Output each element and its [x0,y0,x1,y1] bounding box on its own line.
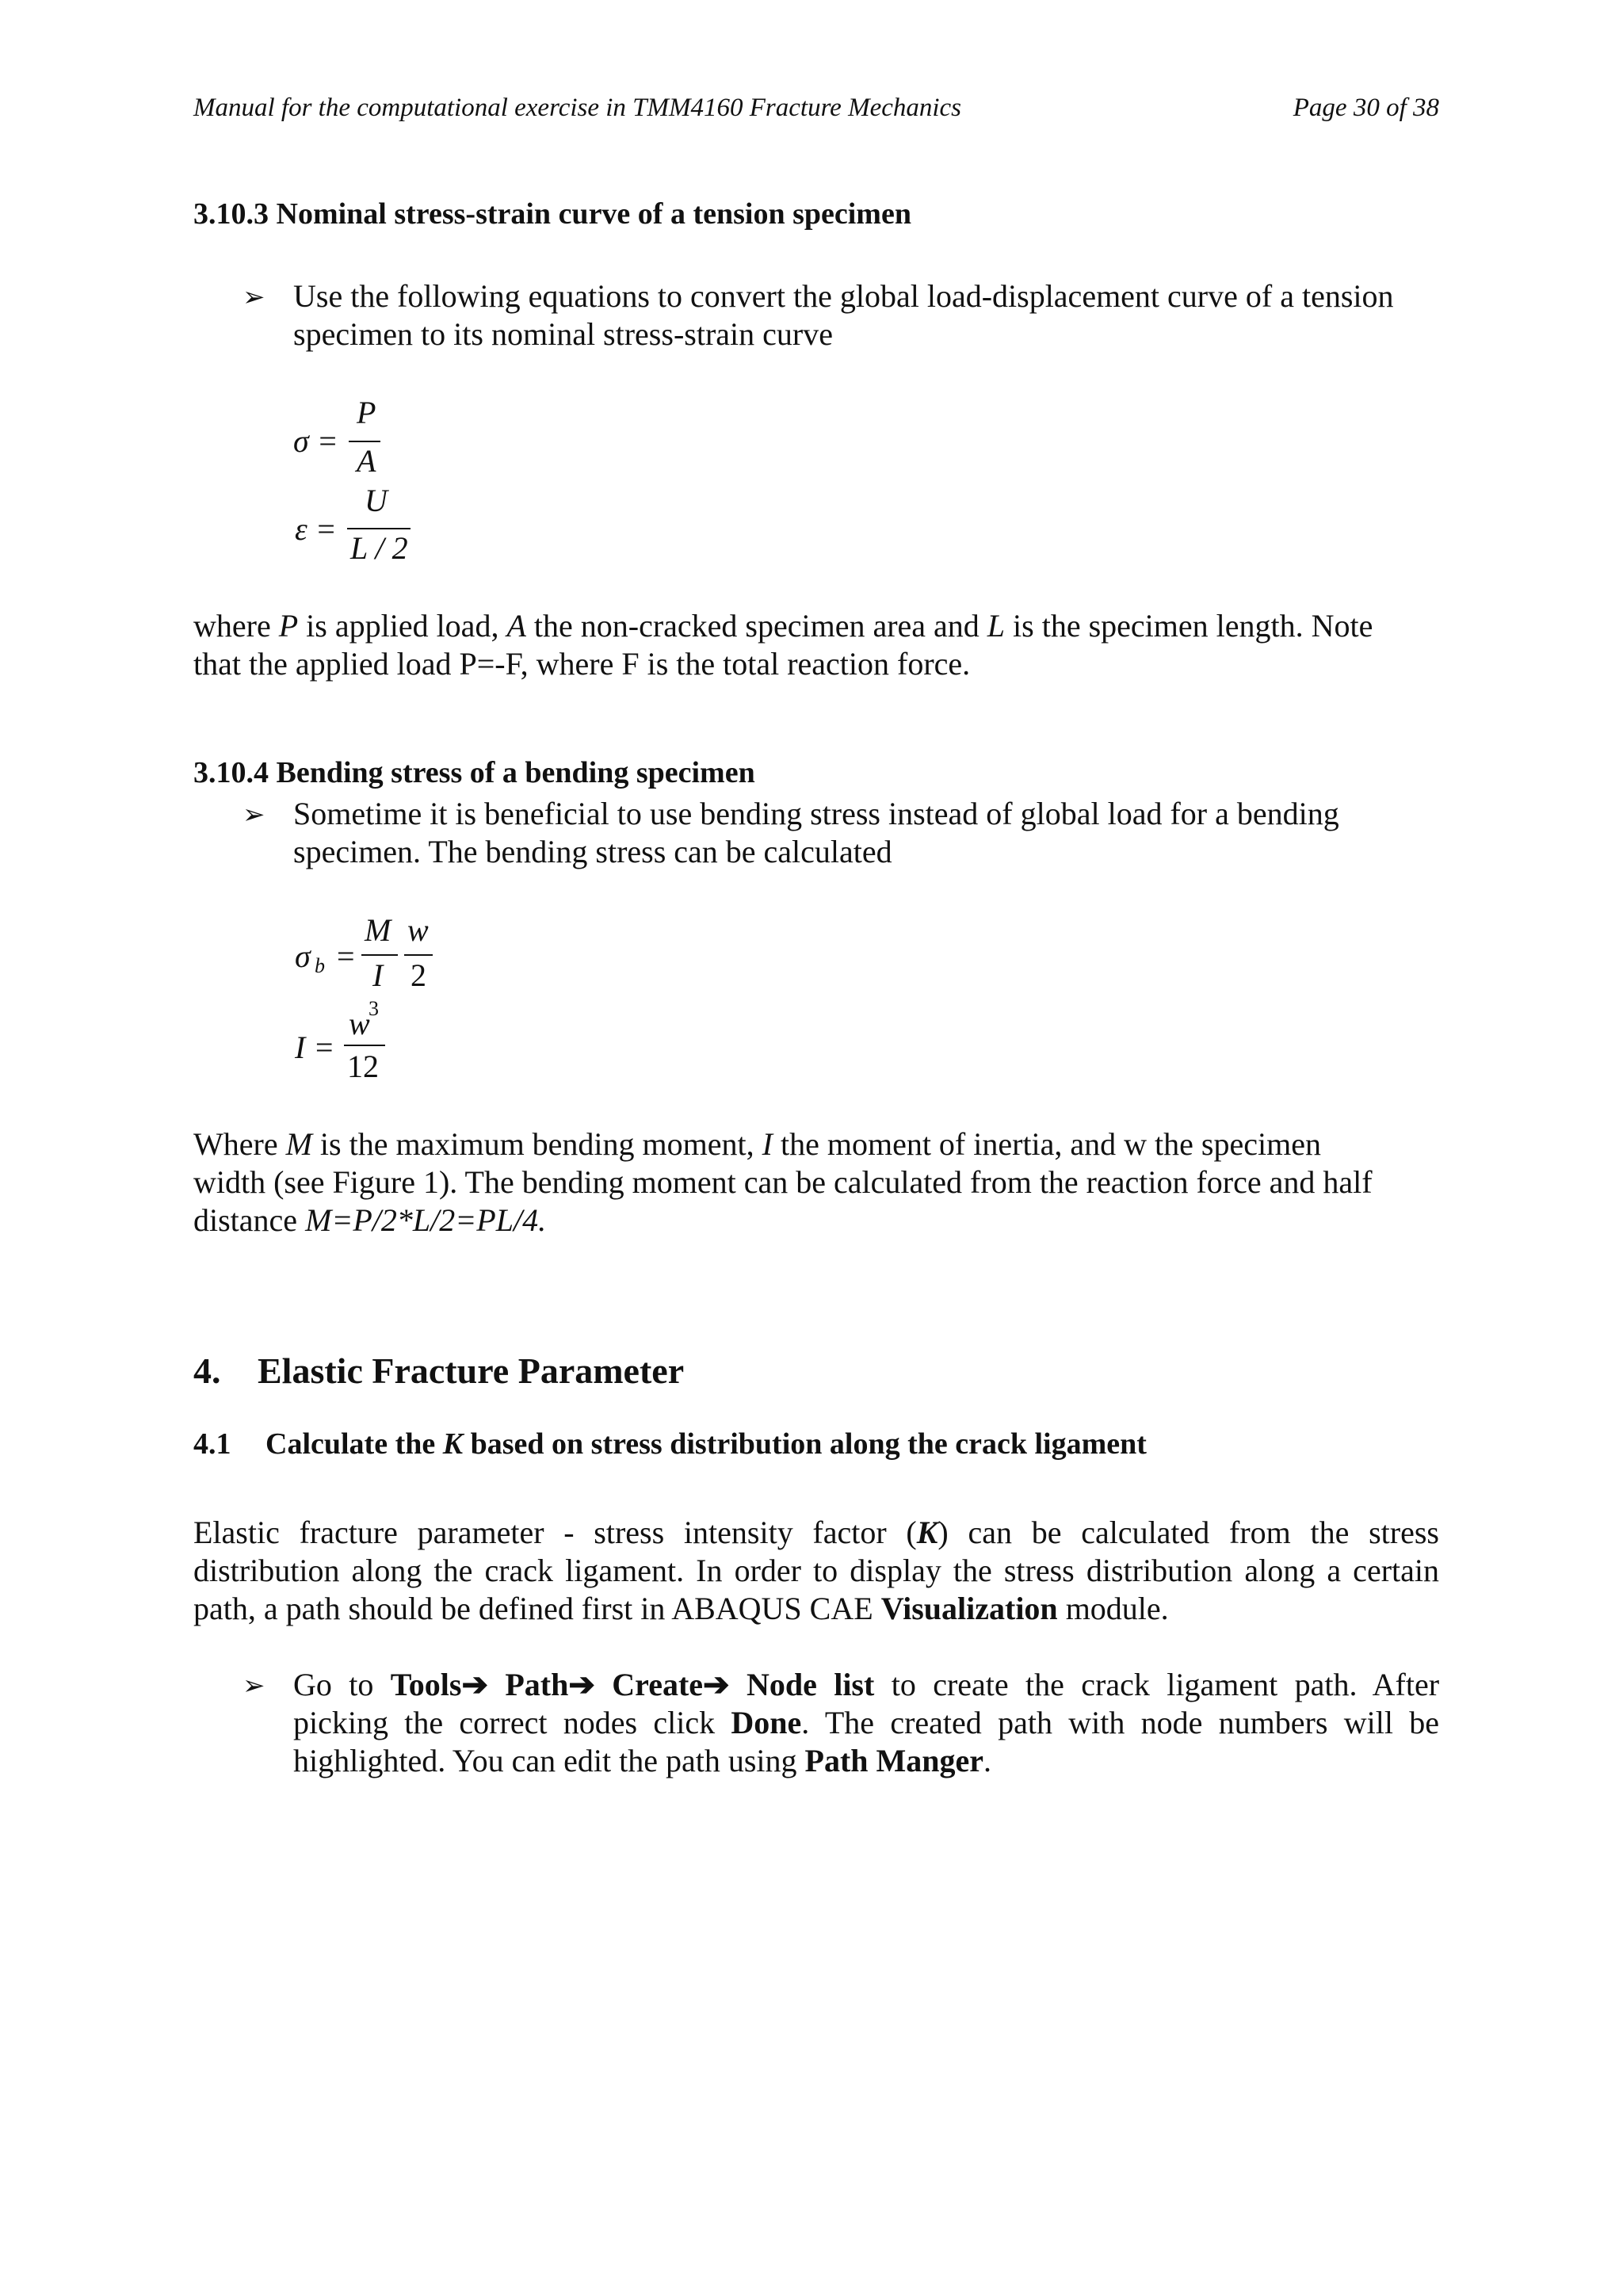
equation-w-cubed-base: w [349,1006,370,1041]
bullet-text-line: specimen to its nominal stress-strain curve [293,316,833,352]
header-title: Manual for the computational exercise in TMM4160 Fracture Mechanics [193,94,962,122]
equation-w-cubed-exponent: 3 [369,997,379,1020]
equation-sigma-b-subscript: b [315,954,325,977]
equation-two-denominator: 2 [411,957,426,993]
bullet-arrow-icon: ➢ [242,1671,265,1701]
bullet-text-line: Use the following equations to convert the global load-displacement curve of a tension [293,278,1394,314]
section-4-1-title: Calculate the K based on stress distribution along the crack ligament [265,1427,1147,1461]
bullet-text-line: Go to Tools➔ Path➔ Create➔ Node list to create the crack ligament path. After [293,1667,1440,1702]
section-4-number: 4. [193,1350,221,1391]
equation-sigma-numerator: P [357,395,376,430]
paragraph-line: distance M=P/2*L/2=PL/4. [193,1202,547,1238]
bullet-text-line: specimen. The bending stress can be calculated [293,834,892,869]
equation-sigma-denominator: A [357,443,376,479]
equation-inertia-lhs: I = [295,1030,335,1065]
paragraph-line: distribution along the crack ligament. In order to display the stress distribution along a certain [193,1553,1439,1588]
section-4-title: Elastic Fracture Parameter [258,1350,685,1391]
paragraph-line: that the applied load P=-F, where F is the total reaction force. [193,646,971,682]
equation-sigma-lhs: σ = [293,423,338,459]
section-3-10-4-heading: 3.10.4 Bending stress of a bending specimen [193,756,755,789]
bullet-text-line: highlighted. You can edit the path using Path Manger. [293,1743,992,1778]
equation-epsilon-numerator: U [365,483,388,518]
paragraph-line: width (see Figure 1). The bending moment can be calculated from the reaction force and half [193,1164,1373,1200]
equation-epsilon-denominator: L / 2 [350,530,408,566]
equation-width-numerator: w [407,912,429,948]
paragraph-line: path, a path should be defined first in ABAQUS CAE Visualization module. [193,1591,1169,1626]
fraction-bar [361,954,398,956]
equation-sigma-b: σ [295,938,311,974]
bullet-text-line: Sometime it is beneficial to use bending stress instead of global load for a bending [293,796,1339,831]
equation-twelve-denominator: 12 [347,1049,379,1084]
paragraph-line: Where M is the maximum bending moment, I the moment of inertia, and w the specimen [193,1126,1321,1162]
paragraph-line: Elastic fracture parameter - stress intensity factor (K) can be calculated from the stress [193,1515,1439,1550]
bullet-arrow-icon: ➢ [242,800,265,830]
section-4-1-number: 4.1 [193,1427,231,1461]
header-page-number: Page 30 of 38 [1293,94,1439,122]
fraction-bar [404,954,433,956]
paragraph-line: where P is applied load, A the non-cracked specimen area and L is the specimen length. Note [193,608,1373,644]
fraction-bar [344,1045,385,1046]
equation-epsilon-lhs: ε = [295,511,337,547]
equation-inertia-denominator: I [372,957,384,993]
page-header [193,94,1439,133]
section-3-10-3-heading: 3.10.3 Nominal stress-strain curve of a tension specimen [193,197,911,231]
bullet-arrow-icon: ➢ [242,283,265,312]
equation-moment-numerator: M [365,912,391,948]
equation-equals: = [337,938,355,974]
bullet-text-line: picking the correct nodes click Done. The created path with node numbers will be [293,1705,1440,1740]
